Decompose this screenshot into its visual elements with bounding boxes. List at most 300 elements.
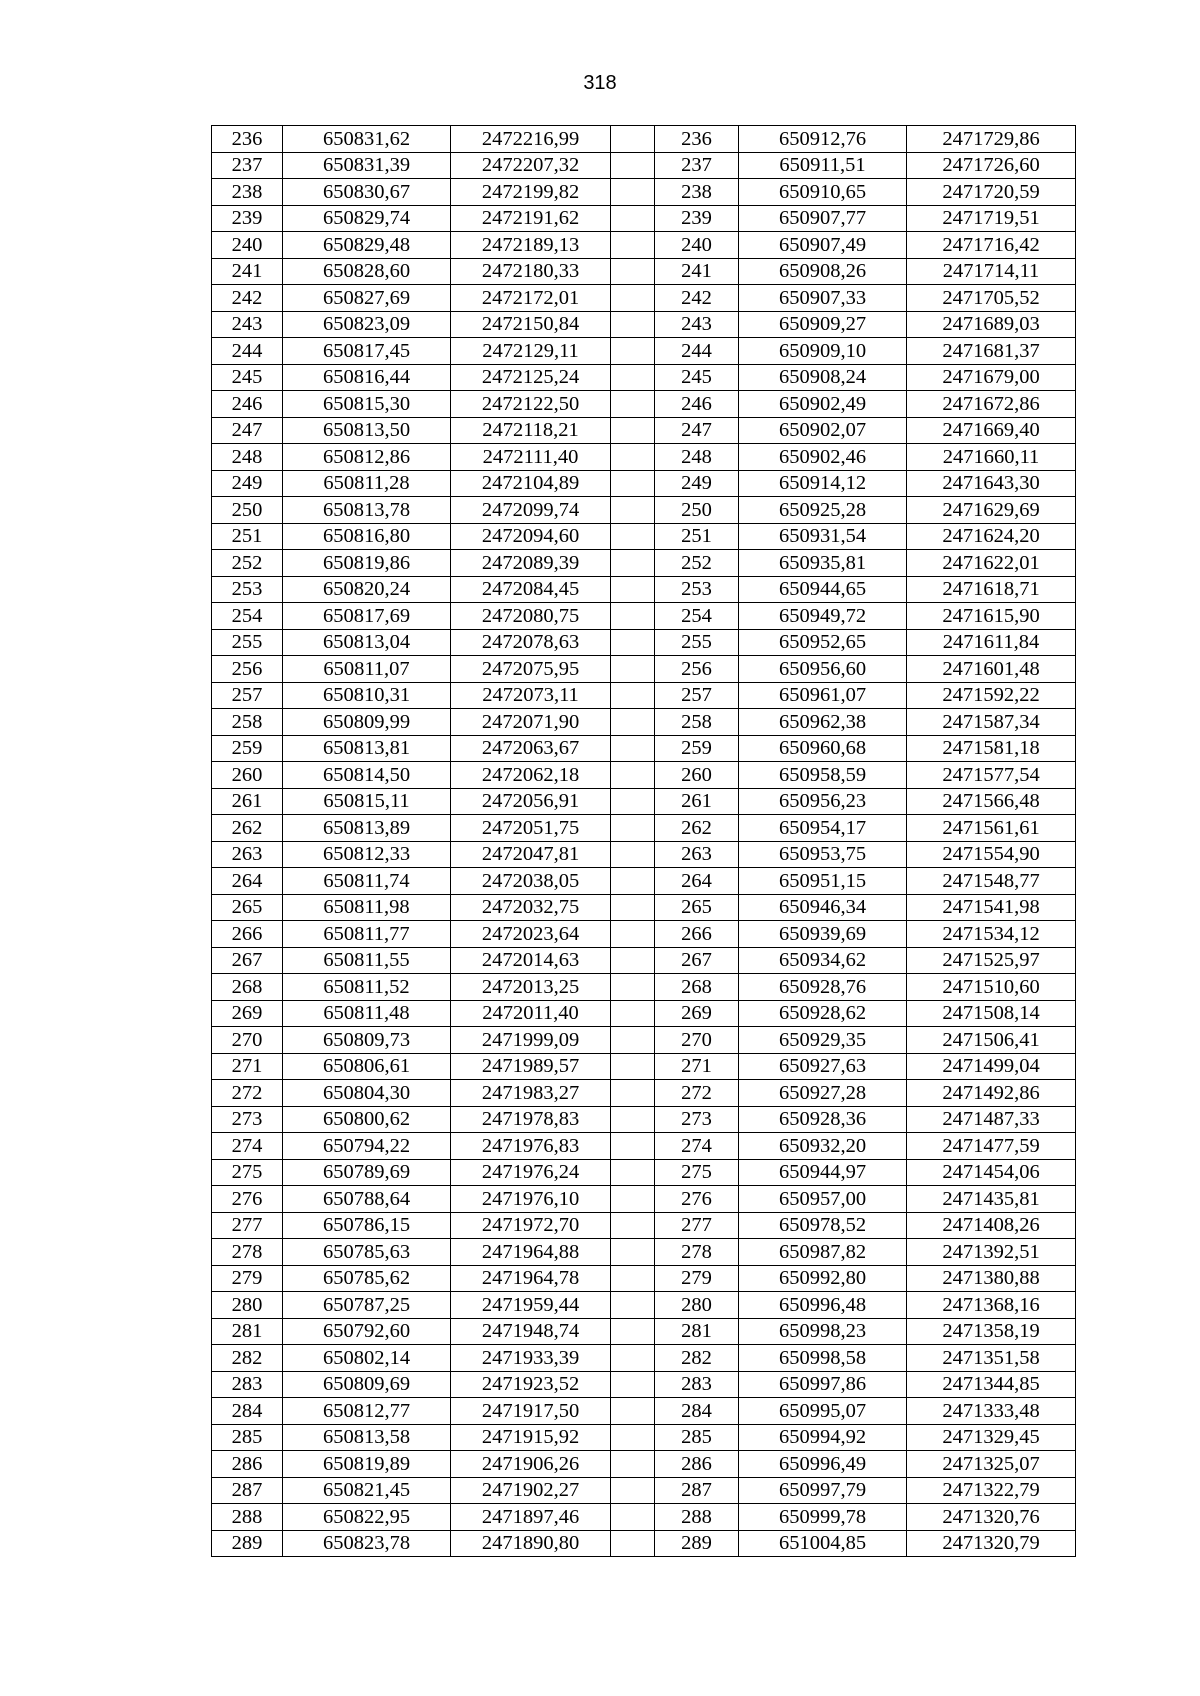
table-row <box>212 285 1076 312</box>
x-coordinate-right: 650978,52 <box>739 1212 907 1239</box>
y-coordinate-right: 2471689,03 <box>907 311 1076 338</box>
point-number-right: 273 <box>655 1106 739 1133</box>
point-number-right: 262 <box>655 815 739 842</box>
y-coordinate-right: 2471320,79 <box>907 1530 1076 1557</box>
y-coordinate-right: 2471681,37 <box>907 338 1076 365</box>
y-coordinate-left: 2471890,80 <box>451 1530 611 1557</box>
point-number-left: 243 <box>212 311 283 338</box>
point-number-right: 276 <box>655 1186 739 1213</box>
point-number-left: 268 <box>212 974 283 1001</box>
y-coordinate-left: 2472032,75 <box>451 894 611 921</box>
table-row <box>212 1212 1076 1239</box>
x-coordinate-left: 650831,39 <box>283 152 451 179</box>
y-coordinate-right: 2471333,48 <box>907 1398 1076 1425</box>
point-number-right: 263 <box>655 841 739 868</box>
x-coordinate-right: 650987,82 <box>739 1239 907 1266</box>
table-row <box>212 894 1076 921</box>
table-row <box>212 629 1076 656</box>
table-row <box>212 391 1076 418</box>
x-coordinate-left: 650813,89 <box>283 815 451 842</box>
y-coordinate-right: 2471716,42 <box>907 232 1076 259</box>
y-coordinate-right: 2471577,54 <box>907 762 1076 789</box>
empty-separator-cell <box>611 815 655 842</box>
y-coordinate-left: 2472071,90 <box>451 709 611 736</box>
empty-separator-cell <box>611 1212 655 1239</box>
table-row <box>212 205 1076 232</box>
y-coordinate-left: 2471948,74 <box>451 1318 611 1345</box>
x-coordinate-left: 650831,62 <box>283 126 451 153</box>
x-coordinate-left: 650789,69 <box>283 1159 451 1186</box>
empty-separator-cell <box>611 1477 655 1504</box>
table-row <box>212 1265 1076 1292</box>
x-coordinate-left: 650829,74 <box>283 205 451 232</box>
table-row <box>212 126 1076 153</box>
coordinates-table <box>211 125 1076 1557</box>
x-coordinate-right: 650952,65 <box>739 629 907 656</box>
empty-separator-cell <box>611 391 655 418</box>
empty-separator-cell <box>611 1053 655 1080</box>
y-coordinate-right: 2471499,04 <box>907 1053 1076 1080</box>
point-number-left: 284 <box>212 1398 283 1425</box>
x-coordinate-left: 650785,62 <box>283 1265 451 1292</box>
point-number-right: 240 <box>655 232 739 259</box>
point-number-left: 267 <box>212 947 283 974</box>
empty-separator-cell <box>611 629 655 656</box>
point-number-right: 237 <box>655 152 739 179</box>
table-row <box>212 1530 1076 1557</box>
point-number-left: 236 <box>212 126 283 153</box>
table-row <box>212 1477 1076 1504</box>
point-number-right: 264 <box>655 868 739 895</box>
x-coordinate-right: 650954,17 <box>739 815 907 842</box>
empty-separator-cell <box>611 1292 655 1319</box>
x-coordinate-left: 650811,48 <box>283 1000 451 1027</box>
table-row <box>212 1239 1076 1266</box>
x-coordinate-left: 650813,04 <box>283 629 451 656</box>
x-coordinate-right: 650962,38 <box>739 709 907 736</box>
point-number-right: 265 <box>655 894 739 921</box>
table-row <box>212 444 1076 471</box>
y-coordinate-right: 2471435,81 <box>907 1186 1076 1213</box>
x-coordinate-right: 650939,69 <box>739 921 907 948</box>
x-coordinate-left: 650812,33 <box>283 841 451 868</box>
empty-separator-cell <box>611 1106 655 1133</box>
y-coordinate-left: 2472207,32 <box>451 152 611 179</box>
point-number-left: 248 <box>212 444 283 471</box>
x-coordinate-left: 650816,80 <box>283 523 451 550</box>
y-coordinate-left: 2472099,74 <box>451 497 611 524</box>
empty-separator-cell <box>611 894 655 921</box>
y-coordinate-left: 2472180,33 <box>451 258 611 285</box>
empty-separator-cell <box>611 947 655 974</box>
point-number-right: 269 <box>655 1000 739 1027</box>
y-coordinate-left: 2471959,44 <box>451 1292 611 1319</box>
y-coordinate-left: 2472051,75 <box>451 815 611 842</box>
point-number-right: 259 <box>655 735 739 762</box>
point-number-right: 257 <box>655 682 739 709</box>
y-coordinate-right: 2471624,20 <box>907 523 1076 550</box>
x-coordinate-right: 650908,26 <box>739 258 907 285</box>
point-number-left: 246 <box>212 391 283 418</box>
y-coordinate-right: 2471508,14 <box>907 1000 1076 1027</box>
y-coordinate-right: 2471554,90 <box>907 841 1076 868</box>
x-coordinate-left: 650829,48 <box>283 232 451 259</box>
point-number-left: 266 <box>212 921 283 948</box>
empty-separator-cell <box>611 1080 655 1107</box>
empty-separator-cell <box>611 1318 655 1345</box>
x-coordinate-left: 650822,95 <box>283 1504 451 1531</box>
y-coordinate-left: 2471897,46 <box>451 1504 611 1531</box>
empty-separator-cell <box>611 1371 655 1398</box>
x-coordinate-left: 650827,69 <box>283 285 451 312</box>
y-coordinate-right: 2471392,51 <box>907 1239 1076 1266</box>
empty-separator-cell <box>611 364 655 391</box>
y-coordinate-left: 2472063,67 <box>451 735 611 762</box>
x-coordinate-left: 650804,30 <box>283 1080 451 1107</box>
x-coordinate-right: 650961,07 <box>739 682 907 709</box>
table-row <box>212 1133 1076 1160</box>
x-coordinate-right: 650928,62 <box>739 1000 907 1027</box>
y-coordinate-right: 2471322,79 <box>907 1477 1076 1504</box>
table-row <box>212 1292 1076 1319</box>
table-row <box>212 762 1076 789</box>
empty-separator-cell <box>611 576 655 603</box>
point-number-left: 271 <box>212 1053 283 1080</box>
table-row <box>212 1398 1076 1425</box>
empty-separator-cell <box>611 1451 655 1478</box>
y-coordinate-left: 2471923,52 <box>451 1371 611 1398</box>
point-number-right: 285 <box>655 1424 739 1451</box>
x-coordinate-left: 650811,55 <box>283 947 451 974</box>
y-coordinate-right: 2471705,52 <box>907 285 1076 312</box>
y-coordinate-right: 2471534,12 <box>907 921 1076 948</box>
y-coordinate-left: 2472047,81 <box>451 841 611 868</box>
y-coordinate-left: 2472216,99 <box>451 126 611 153</box>
table-row <box>212 1186 1076 1213</box>
table-row <box>212 1159 1076 1186</box>
y-coordinate-right: 2471561,61 <box>907 815 1076 842</box>
empty-separator-cell <box>611 1133 655 1160</box>
empty-separator-cell <box>611 1186 655 1213</box>
point-number-left: 278 <box>212 1239 283 1266</box>
point-number-right: 243 <box>655 311 739 338</box>
y-coordinate-left: 2472062,18 <box>451 762 611 789</box>
x-coordinate-left: 650788,64 <box>283 1186 451 1213</box>
x-coordinate-right: 650949,72 <box>739 603 907 630</box>
point-number-right: 247 <box>655 417 739 444</box>
x-coordinate-right: 650912,76 <box>739 126 907 153</box>
point-number-right: 245 <box>655 364 739 391</box>
y-coordinate-right: 2471719,51 <box>907 205 1076 232</box>
x-coordinate-right: 650925,28 <box>739 497 907 524</box>
x-coordinate-right: 650992,80 <box>739 1265 907 1292</box>
y-coordinate-right: 2471548,77 <box>907 868 1076 895</box>
x-coordinate-right: 650958,59 <box>739 762 907 789</box>
table-row <box>212 1318 1076 1345</box>
x-coordinate-right: 650944,97 <box>739 1159 907 1186</box>
table-row <box>212 179 1076 206</box>
y-coordinate-left: 2472104,89 <box>451 470 611 497</box>
empty-separator-cell <box>611 258 655 285</box>
y-coordinate-right: 2471368,16 <box>907 1292 1076 1319</box>
x-coordinate-right: 650946,34 <box>739 894 907 921</box>
y-coordinate-right: 2471320,76 <box>907 1504 1076 1531</box>
y-coordinate-left: 2472089,39 <box>451 550 611 577</box>
y-coordinate-left: 2471976,10 <box>451 1186 611 1213</box>
point-number-left: 283 <box>212 1371 283 1398</box>
point-number-right: 242 <box>655 285 739 312</box>
y-coordinate-right: 2471720,59 <box>907 179 1076 206</box>
point-number-left: 270 <box>212 1027 283 1054</box>
table-row <box>212 1451 1076 1478</box>
y-coordinate-right: 2471329,45 <box>907 1424 1076 1451</box>
x-coordinate-right: 651004,85 <box>739 1530 907 1557</box>
x-coordinate-left: 650819,89 <box>283 1451 451 1478</box>
y-coordinate-left: 2471902,27 <box>451 1477 611 1504</box>
x-coordinate-right: 650996,48 <box>739 1292 907 1319</box>
y-coordinate-right: 2471669,40 <box>907 417 1076 444</box>
x-coordinate-left: 650812,77 <box>283 1398 451 1425</box>
point-number-left: 249 <box>212 470 283 497</box>
empty-separator-cell <box>611 788 655 815</box>
point-number-right: 260 <box>655 762 739 789</box>
point-number-left: 237 <box>212 152 283 179</box>
empty-separator-cell <box>611 285 655 312</box>
point-number-right: 274 <box>655 1133 739 1160</box>
y-coordinate-left: 2472118,21 <box>451 417 611 444</box>
y-coordinate-left: 2472080,75 <box>451 603 611 630</box>
point-number-right: 286 <box>655 1451 739 1478</box>
y-coordinate-left: 2472023,64 <box>451 921 611 948</box>
point-number-left: 275 <box>212 1159 283 1186</box>
point-number-left: 239 <box>212 205 283 232</box>
empty-separator-cell <box>611 709 655 736</box>
y-coordinate-left: 2471983,27 <box>451 1080 611 1107</box>
x-coordinate-left: 650811,74 <box>283 868 451 895</box>
x-coordinate-right: 650956,23 <box>739 788 907 815</box>
table-row <box>212 815 1076 842</box>
x-coordinate-left: 650786,15 <box>283 1212 451 1239</box>
point-number-left: 277 <box>212 1212 283 1239</box>
x-coordinate-left: 650817,45 <box>283 338 451 365</box>
y-coordinate-right: 2471380,88 <box>907 1265 1076 1292</box>
y-coordinate-right: 2471587,34 <box>907 709 1076 736</box>
empty-separator-cell <box>611 152 655 179</box>
point-number-left: 274 <box>212 1133 283 1160</box>
table-row <box>212 1027 1076 1054</box>
empty-separator-cell <box>611 470 655 497</box>
point-number-left: 264 <box>212 868 283 895</box>
y-coordinate-left: 2472129,11 <box>451 338 611 365</box>
point-number-right: 250 <box>655 497 739 524</box>
point-number-right: 246 <box>655 391 739 418</box>
table-row <box>212 868 1076 895</box>
x-coordinate-right: 650927,28 <box>739 1080 907 1107</box>
point-number-left: 254 <box>212 603 283 630</box>
x-coordinate-left: 650800,62 <box>283 1106 451 1133</box>
empty-separator-cell <box>611 338 655 365</box>
x-coordinate-left: 650811,28 <box>283 470 451 497</box>
table-row <box>212 974 1076 1001</box>
y-coordinate-right: 2471592,22 <box>907 682 1076 709</box>
y-coordinate-right: 2471492,86 <box>907 1080 1076 1107</box>
point-number-right: 258 <box>655 709 739 736</box>
table-row <box>212 258 1076 285</box>
x-coordinate-left: 650811,98 <box>283 894 451 921</box>
point-number-left: 241 <box>212 258 283 285</box>
x-coordinate-left: 650819,86 <box>283 550 451 577</box>
y-coordinate-right: 2471506,41 <box>907 1027 1076 1054</box>
point-number-left: 253 <box>212 576 283 603</box>
table-row <box>212 497 1076 524</box>
y-coordinate-left: 2472056,91 <box>451 788 611 815</box>
y-coordinate-right: 2471477,59 <box>907 1133 1076 1160</box>
x-coordinate-right: 650910,65 <box>739 179 907 206</box>
empty-separator-cell <box>611 232 655 259</box>
table-row <box>212 364 1076 391</box>
x-coordinate-left: 650811,77 <box>283 921 451 948</box>
y-coordinate-left: 2472011,40 <box>451 1000 611 1027</box>
table-row <box>212 523 1076 550</box>
y-coordinate-left: 2471972,70 <box>451 1212 611 1239</box>
y-coordinate-right: 2471351,58 <box>907 1345 1076 1372</box>
x-coordinate-right: 650998,23 <box>739 1318 907 1345</box>
x-coordinate-left: 650806,61 <box>283 1053 451 1080</box>
point-number-left: 269 <box>212 1000 283 1027</box>
y-coordinate-left: 2471964,78 <box>451 1265 611 1292</box>
table-row <box>212 576 1076 603</box>
point-number-right: 280 <box>655 1292 739 1319</box>
y-coordinate-right: 2471622,01 <box>907 550 1076 577</box>
y-coordinate-left: 2472038,05 <box>451 868 611 895</box>
y-coordinate-left: 2472111,40 <box>451 444 611 471</box>
empty-separator-cell <box>611 735 655 762</box>
point-number-left: 279 <box>212 1265 283 1292</box>
x-coordinate-right: 650931,54 <box>739 523 907 550</box>
y-coordinate-right: 2471454,06 <box>907 1159 1076 1186</box>
table-row <box>212 417 1076 444</box>
empty-separator-cell <box>611 126 655 153</box>
y-coordinate-right: 2471510,60 <box>907 974 1076 1001</box>
point-number-left: 247 <box>212 417 283 444</box>
y-coordinate-right: 2471525,97 <box>907 947 1076 974</box>
point-number-right: 287 <box>655 1477 739 1504</box>
table-row <box>212 1504 1076 1531</box>
empty-separator-cell <box>611 205 655 232</box>
empty-separator-cell <box>611 444 655 471</box>
empty-separator-cell <box>611 497 655 524</box>
point-number-left: 285 <box>212 1424 283 1451</box>
table-row <box>212 603 1076 630</box>
point-number-right: 283 <box>655 1371 739 1398</box>
x-coordinate-right: 650996,49 <box>739 1451 907 1478</box>
point-number-left: 244 <box>212 338 283 365</box>
x-coordinate-left: 650828,60 <box>283 258 451 285</box>
point-number-right: 272 <box>655 1080 739 1107</box>
point-number-right: 268 <box>655 974 739 1001</box>
y-coordinate-right: 2471344,85 <box>907 1371 1076 1398</box>
table-row <box>212 550 1076 577</box>
x-coordinate-right: 650960,68 <box>739 735 907 762</box>
empty-separator-cell <box>611 1345 655 1372</box>
table-row <box>212 1000 1076 1027</box>
y-coordinate-left: 2471964,88 <box>451 1239 611 1266</box>
point-number-right: 270 <box>655 1027 739 1054</box>
point-number-right: 267 <box>655 947 739 974</box>
y-coordinate-right: 2471566,48 <box>907 788 1076 815</box>
y-coordinate-left: 2472013,25 <box>451 974 611 1001</box>
table-row <box>212 788 1076 815</box>
point-number-right: 278 <box>655 1239 739 1266</box>
x-coordinate-right: 650957,00 <box>739 1186 907 1213</box>
empty-separator-cell <box>611 1398 655 1425</box>
x-coordinate-right: 650909,10 <box>739 338 907 365</box>
y-coordinate-left: 2472191,62 <box>451 205 611 232</box>
point-number-left: 289 <box>212 1530 283 1557</box>
y-coordinate-left: 2471906,26 <box>451 1451 611 1478</box>
point-number-left: 259 <box>212 735 283 762</box>
empty-separator-cell <box>611 603 655 630</box>
x-coordinate-left: 650821,45 <box>283 1477 451 1504</box>
table-row <box>212 1345 1076 1372</box>
y-coordinate-left: 2471999,09 <box>451 1027 611 1054</box>
point-number-left: 262 <box>212 815 283 842</box>
y-coordinate-left: 2472199,82 <box>451 179 611 206</box>
x-coordinate-right: 650944,65 <box>739 576 907 603</box>
x-coordinate-left: 650830,67 <box>283 179 451 206</box>
point-number-right: 239 <box>655 205 739 232</box>
point-number-right: 236 <box>655 126 739 153</box>
x-coordinate-right: 650902,07 <box>739 417 907 444</box>
y-coordinate-left: 2472122,50 <box>451 391 611 418</box>
x-coordinate-left: 650823,78 <box>283 1530 451 1557</box>
x-coordinate-left: 650811,07 <box>283 656 451 683</box>
x-coordinate-right: 650914,12 <box>739 470 907 497</box>
y-coordinate-right: 2471618,71 <box>907 576 1076 603</box>
y-coordinate-left: 2471976,24 <box>451 1159 611 1186</box>
y-coordinate-left: 2471976,83 <box>451 1133 611 1160</box>
y-coordinate-right: 2471325,07 <box>907 1451 1076 1478</box>
y-coordinate-right: 2471615,90 <box>907 603 1076 630</box>
x-coordinate-left: 650792,60 <box>283 1318 451 1345</box>
y-coordinate-left: 2471915,92 <box>451 1424 611 1451</box>
y-coordinate-right: 2471726,60 <box>907 152 1076 179</box>
empty-separator-cell <box>611 1159 655 1186</box>
empty-separator-cell <box>611 1027 655 1054</box>
empty-separator-cell <box>611 1265 655 1292</box>
point-number-left: 272 <box>212 1080 283 1107</box>
point-number-right: 255 <box>655 629 739 656</box>
point-number-left: 281 <box>212 1318 283 1345</box>
table-row <box>212 152 1076 179</box>
table-row <box>212 1106 1076 1133</box>
table-row <box>212 1053 1076 1080</box>
point-number-left: 286 <box>212 1451 283 1478</box>
table-row <box>212 735 1076 762</box>
point-number-left: 242 <box>212 285 283 312</box>
x-coordinate-left: 650809,99 <box>283 709 451 736</box>
x-coordinate-right: 650997,86 <box>739 1371 907 1398</box>
point-number-right: 275 <box>655 1159 739 1186</box>
x-coordinate-left: 650823,09 <box>283 311 451 338</box>
y-coordinate-right: 2471601,48 <box>907 656 1076 683</box>
point-number-right: 281 <box>655 1318 739 1345</box>
y-coordinate-right: 2471679,00 <box>907 364 1076 391</box>
x-coordinate-right: 650995,07 <box>739 1398 907 1425</box>
x-coordinate-right: 650907,77 <box>739 205 907 232</box>
empty-separator-cell <box>611 1504 655 1531</box>
point-number-right: 244 <box>655 338 739 365</box>
